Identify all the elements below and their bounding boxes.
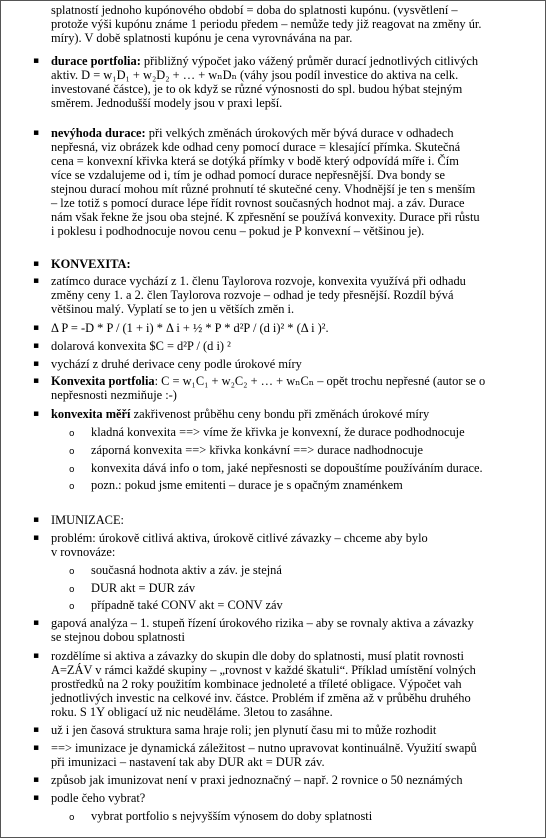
text-run: splatností jednoho kupónového období = doba do splatnosti kupónu. (vysvětlení – <box>51 3 458 17</box>
sub-bullet-marker: o <box>69 813 75 823</box>
text-line <box>51 54 478 68</box>
text-line <box>51 224 424 238</box>
text-run: problém: úrokově citlivá aktiva, úrokově citlivé závazky – chceme aby bylo <box>51 531 428 545</box>
text-run: způsob jak imunizovat není v praxi jednoznačný – např. 2 rovnice o 50 neznámých <box>51 773 463 787</box>
text-run: změny ceny 1. a 2. člen Taylorova rozvoje – odhad je tedy přesnější. Rozdíl bývá <box>51 288 454 302</box>
text-run: záporná konvexita ==> křivka konkávní ==> durace nadhodnocuje <box>91 443 423 457</box>
text-line <box>51 630 185 644</box>
sub-bullet-marker: o <box>69 447 75 457</box>
text-run: pozn.: pokud jsme emitenti – durace je s opačným znaménkem <box>91 478 403 492</box>
text-run: míry). V době splatnosti kupónu je cena vyrovnávána na par. <box>51 31 353 45</box>
text-run: zatímco durace vychází z 1. členu Taylorova rozvoje, konvexita využívá při odhadu <box>51 274 466 288</box>
text-run: při imunizaci – nastavení tak aby DUR akt = DUR záv. <box>51 755 325 769</box>
text-run: protože výši kupónu známe 1 periodu předem – nemůže tedy již reagovat na změny úr. <box>51 17 482 31</box>
text-run: cena = konvexní křivka která se dotýká přímky v bodě který odpovídá míře i. Čím <box>51 154 459 168</box>
bold-term: nevýhoda durace: <box>51 126 146 140</box>
text-run: jednotlivých investic na celkové inv. částce. Problém if změna až v průběhu druhého <box>51 691 471 705</box>
text-run: více se vzdalujeme od i, tím je odhad pomocí durace nepřesnější. Dva bondy se <box>51 168 445 182</box>
text-run: investované částce), je to ok když se různé výnosnosti do spl. budou hýbat stejným <box>51 82 463 96</box>
bullet-marker: ▪ <box>33 775 40 785</box>
text-run: DUR akt = DUR záv <box>91 581 196 595</box>
text-line <box>51 723 436 737</box>
text-run: : C = w₁C₁ + w₂C₂ + … + wₙCₙ – opět trochu nepřesné (autor se o <box>154 374 486 388</box>
bullet-marker: ▪ <box>33 533 40 543</box>
text-run: už i jen časová struktura sama hraje roli; jen plynutí času mi to může rozhodit <box>51 723 437 737</box>
text-run: vychází z druhé derivace ceny podle úrokové míry <box>51 357 302 371</box>
text-run: aktiv. D = w₁D₁ + w₂D₂ + … + wₙDₙ (váhy jsou podíl investice do aktiva na celk. <box>51 68 459 82</box>
bullet-marker: ▪ <box>33 618 40 628</box>
text-run: Δ P = -D * P / (1 + i) * Δ i + ½ * P * d²P / (d i)² * (Δ i )². <box>51 321 329 335</box>
bullet-marker: ▪ <box>33 793 40 803</box>
sub-bullet-marker: o <box>69 482 75 492</box>
text-line <box>91 581 195 595</box>
bullet-marker: ▪ <box>33 259 40 269</box>
bullet-marker: ▪ <box>33 651 40 661</box>
bullet-marker: ▪ <box>33 128 40 138</box>
text-line <box>51 407 429 421</box>
text-line <box>51 302 294 316</box>
text-line <box>51 705 333 719</box>
text-run: stejnou durací mohou mít různé prohnutí té skutečné ceny. Vhodnější je ten s menším <box>51 182 476 196</box>
bullet-marker: ▪ <box>33 323 40 333</box>
bullet-marker: ▪ <box>33 276 40 286</box>
text-run: ==> imunizace je dynamická záležitost – nutno upravovat kontinuálně. Využití swapů <box>51 741 477 755</box>
bold-term: durace portfolia: <box>51 54 141 68</box>
text-line <box>51 196 464 210</box>
text-line <box>51 791 145 805</box>
text-run: nepřesnosti nezmiňuje :-) <box>51 388 177 402</box>
text-line <box>91 598 283 612</box>
text-line <box>51 126 454 140</box>
text-line <box>51 773 463 787</box>
text-run: přibližný výpočet jako vážený průměr durací jednotlivých citlivých <box>140 54 479 68</box>
sub-bullet-marker: o <box>69 585 75 595</box>
sub-bullet-marker: o <box>69 465 75 475</box>
text-line <box>51 140 460 154</box>
text-line <box>51 274 466 288</box>
text-line <box>51 691 471 705</box>
text-line <box>51 531 428 545</box>
text-line <box>91 461 483 475</box>
text-run: kladná konvexita ==> víme že křivka je konvexní, že durace podhodnocuje <box>91 425 465 439</box>
text-line <box>51 321 329 335</box>
text-line <box>91 809 372 823</box>
text-line <box>51 68 458 82</box>
sub-bullet-marker: o <box>69 602 75 612</box>
text-line <box>91 563 282 577</box>
text-line <box>51 154 459 168</box>
text-run: podle čeho vybrat? <box>51 791 146 805</box>
text-run: při velkých změnách úrokových měr bývá durace v odhadech <box>145 126 454 140</box>
text-run: roku. S 1Y obligací už nic neuděláme. 3letou to zasáhne. <box>51 705 333 719</box>
text-run: zakřivenost průběhu ceny bondu při změnách úrokové míry <box>130 407 430 421</box>
text-run: prostředků na 2 roky použitím kombinace jednoleté a tříleté obligace. Výpočet vah <box>51 677 462 691</box>
text-line <box>51 17 481 31</box>
text-line <box>51 182 475 196</box>
text-line <box>51 357 302 371</box>
text-line <box>91 425 465 439</box>
bullet-marker: ▪ <box>33 743 40 753</box>
text-run: rozdělíme si aktiva a závazky do skupin dle doby do splatnosti, musí platit rovnosti <box>51 649 464 663</box>
text-line <box>51 3 458 17</box>
text-line <box>51 168 445 182</box>
bullet-marker: ▪ <box>33 409 40 419</box>
bullet-marker: ▪ <box>33 359 40 369</box>
text-line <box>91 478 403 492</box>
text-line <box>51 257 131 271</box>
bold-term: KONVEXITA: <box>51 257 131 271</box>
bullet-marker: ▪ <box>33 725 40 735</box>
text-run: v rovnováze: <box>51 545 116 559</box>
text-run: gapová analýza – 1. stupeň řízení úrokového rizika – aby se rovnaly aktiva a závazky <box>51 616 474 630</box>
bullet-marker: ▪ <box>33 341 40 351</box>
bullet-marker: ▪ <box>33 376 40 386</box>
sub-bullet-marker: o <box>69 429 75 439</box>
text-line <box>51 374 485 388</box>
text-run: i poklesu i podhodnocuje novou cenu – pokud je P konvexní – většinou je). <box>51 224 425 238</box>
text-line <box>51 82 462 96</box>
text-line <box>51 513 124 527</box>
text-line <box>51 677 462 691</box>
text-line <box>51 545 115 559</box>
text-run: vybrat portfolio s nejvyšším výnosem do doby splatnosti <box>91 809 373 823</box>
bold-term: Konvexita portfolia <box>51 374 155 388</box>
text-run: případně také CONV akt = CONV záv <box>91 598 283 612</box>
text-line <box>51 388 177 402</box>
text-run: IMUNIZACE: <box>51 513 124 527</box>
text-run: nepřesná, viz obrázek kde odhad ceny pomocí durace = klesající přímka. Skutečná <box>51 140 461 154</box>
text-line <box>51 663 476 677</box>
text-line <box>51 616 474 630</box>
bullet-marker: ▪ <box>33 56 40 66</box>
text-run: se stejnou dobou splatnosti <box>51 630 185 644</box>
text-line <box>51 31 352 45</box>
text-run: dolarová konvexita $C = d²P / (d i) ² <box>51 339 231 353</box>
text-run: nám však řekne že jsou oba stejné. K zpřesnění se používá konvexity. Durace při růstu <box>51 210 480 224</box>
text-run: většinou malý. Vyplatí se to jen u větších změn i. <box>51 302 295 316</box>
text-line <box>51 755 325 769</box>
text-line <box>51 210 480 224</box>
text-run: A=ZÁV v rámci každé skupiny – „rovnost v každé škatuli“. Příklad umístění volných <box>51 663 476 677</box>
text-line <box>51 339 231 353</box>
text-run: směrem. Jednodušší modely jsou v praxi lepší. <box>51 96 283 110</box>
text-line <box>51 649 464 663</box>
text-line <box>51 288 454 302</box>
sub-bullet-marker: o <box>69 567 75 577</box>
text-run: současná hodnota aktiv a záv. je stejná <box>91 563 282 577</box>
text-run: konvexita dává info o tom, jaké nepřesnosti se dopouštíme používáním durace. <box>91 461 483 475</box>
text-run: – lze totiž s pomocí durace lépe řídit rovnost současných hodnot maj. a záv. Durace <box>51 196 465 210</box>
bold-term: konvexita měří <box>51 407 131 421</box>
bullet-marker: ▪ <box>33 515 40 525</box>
text-line <box>91 443 423 457</box>
text-line <box>51 96 282 110</box>
text-line <box>51 741 477 755</box>
